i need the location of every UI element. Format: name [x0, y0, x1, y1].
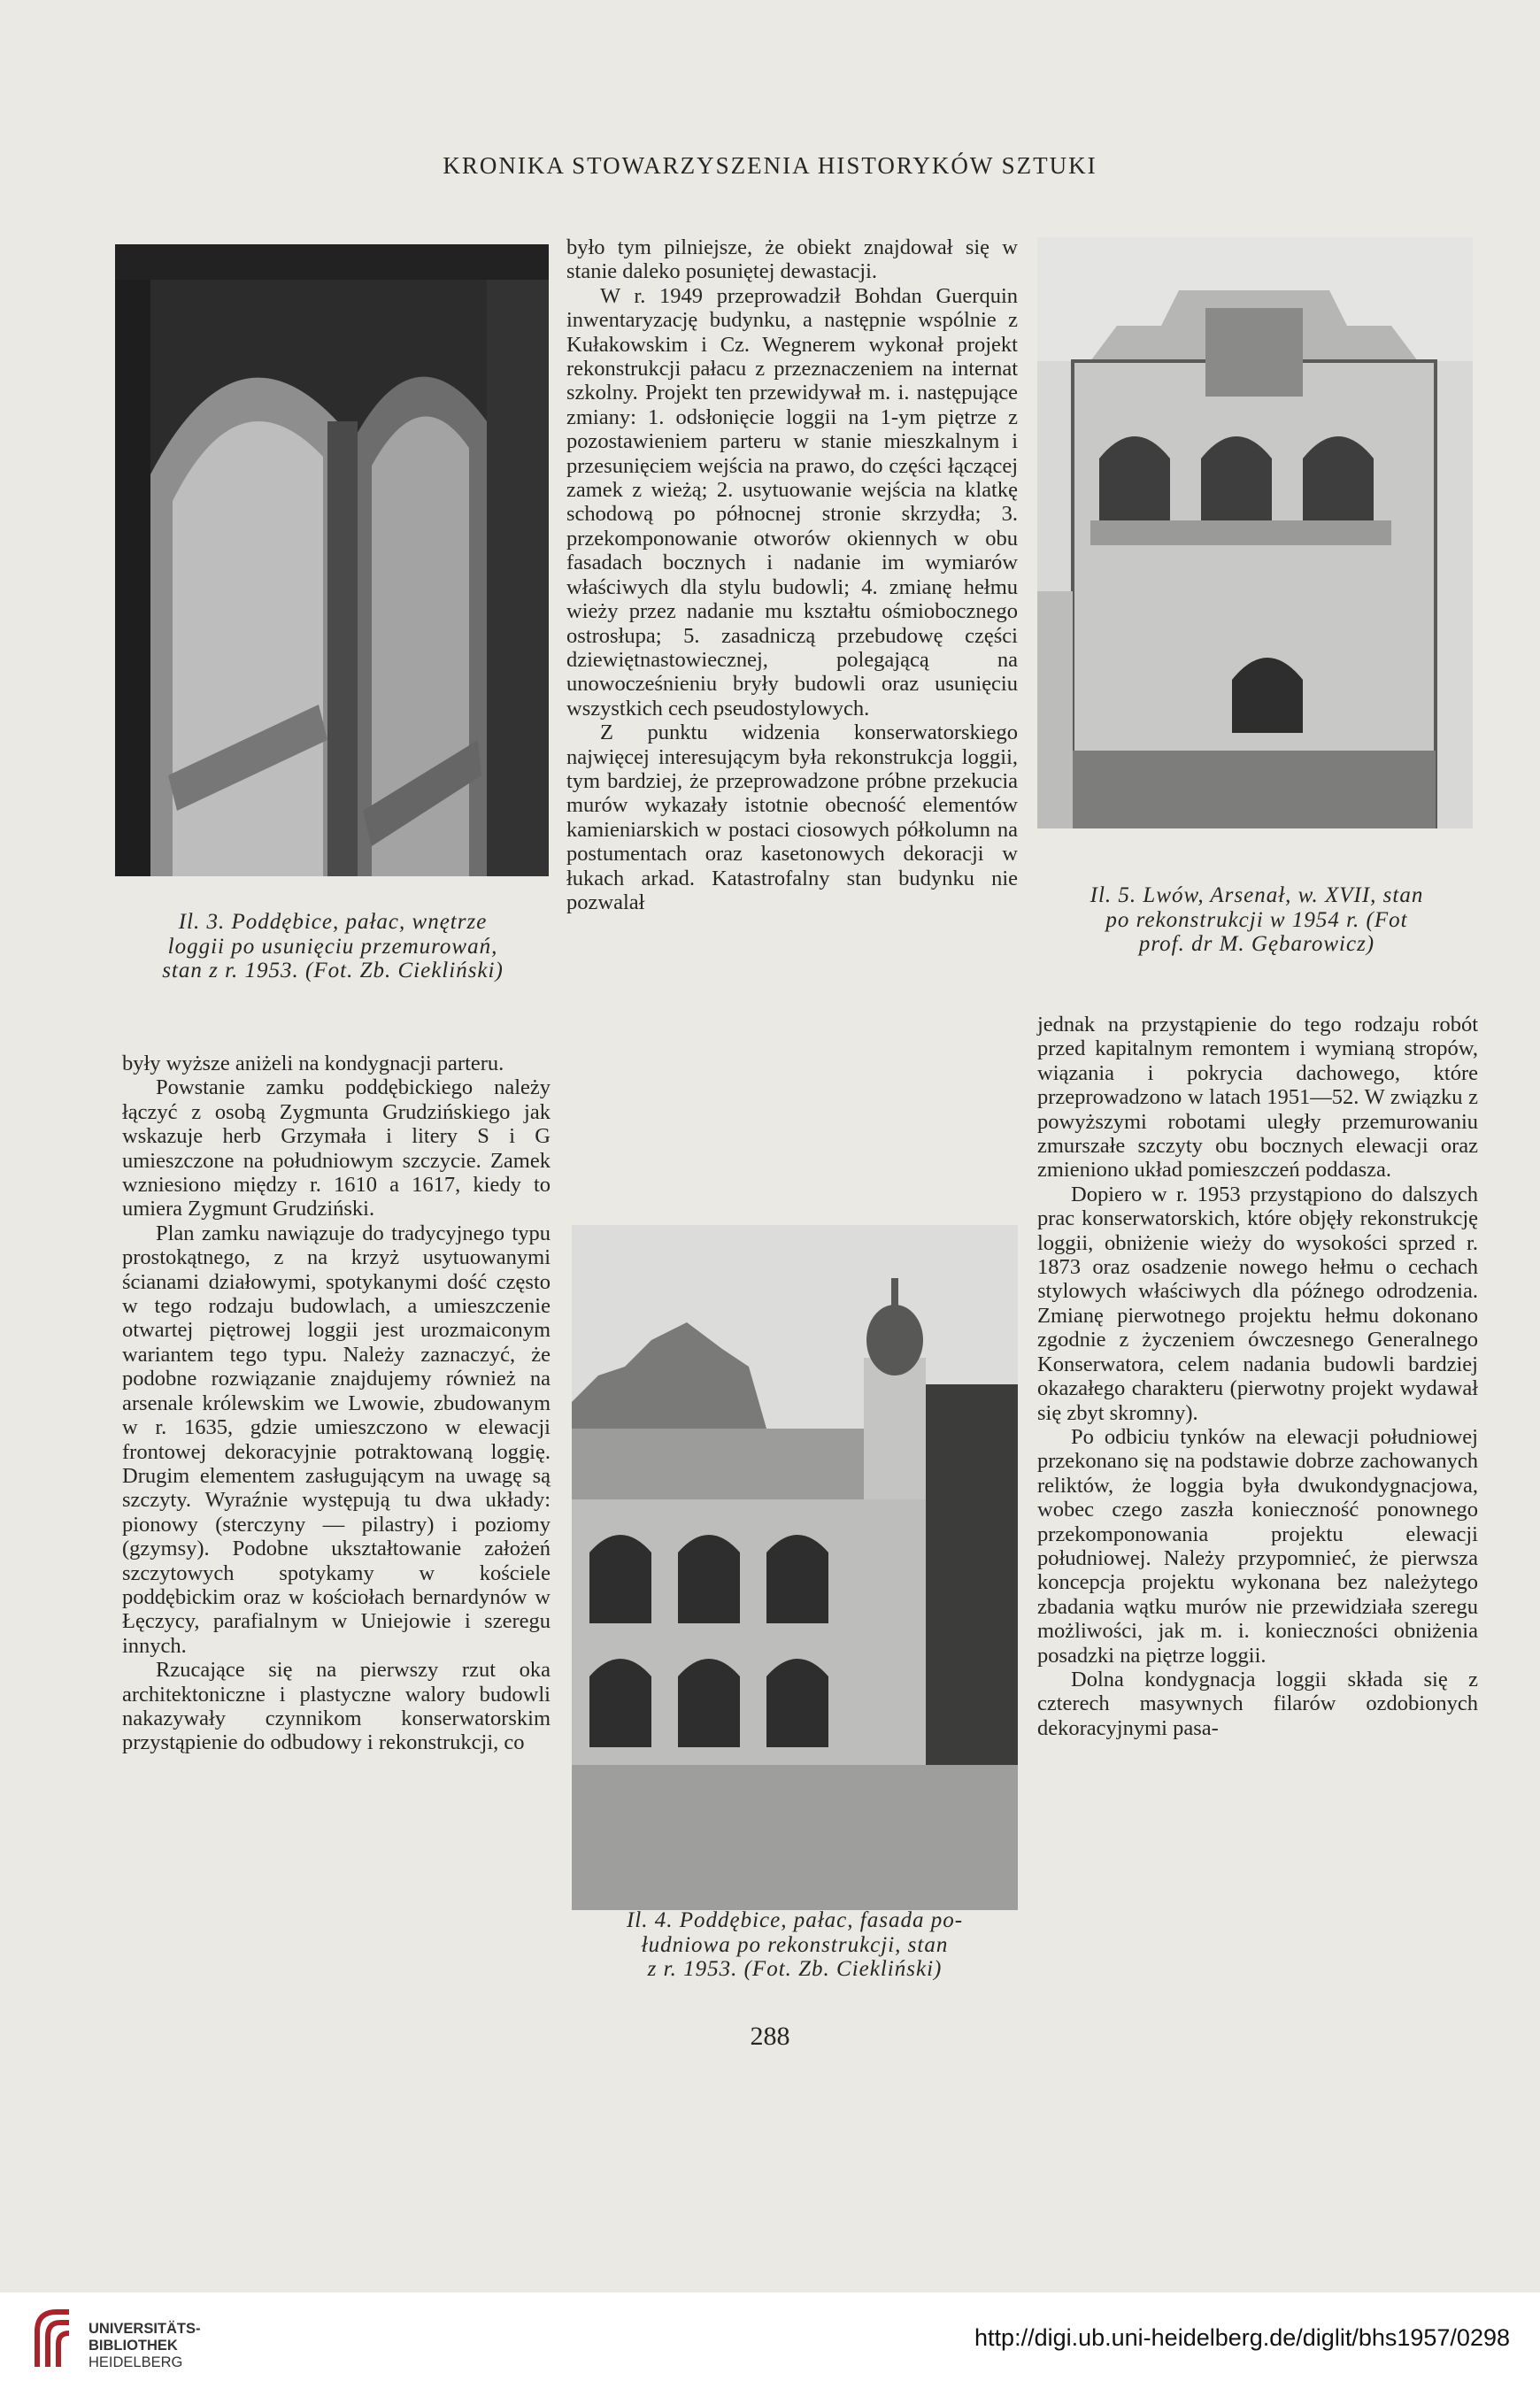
library-name-line: BIBLIOTHEK — [89, 2338, 178, 2354]
paragraph: Plan zamku nawiązuje do tradycyjnego typu prostokątnego, z na krzyż usytuowanymi ścianami działowymi, spotykanymi dość często w tego rodzaju budowlach, a umieszczenie otwartej piętrowej loggii jest urozmaiconym wariantem tego typu. Należy zaznaczyć, że podobne rozwiązanie znajdujemy również na arsenale królewskim we Lwowie, zbudowanym w r. 1635, gdzie umieszczono w elewacji frontowej dekoracyjnie potraktowaną loggię. Drugim elementem zasługującym na uwagę są szczyty. Wyraźnie występują tu dwa układy: pionowy (sterczyny — pilastry) i poziomy (gzymsy). Podobne ukształtowanie założeń szczytowych spotykamy w kościele poddębickim oraz w kościołach bernardynów w Łęczycy, parafialnym w Uniejowie i szeregu innych. — [122, 1221, 551, 1658]
paragraph: Dolna kondygnacja loggii składa się z czterech masywnych filarów ozdobionych dekoracyjnymi pasa- — [1037, 1667, 1478, 1740]
paragraph: Powstanie zamku poddębickiego należy łączyć z osobą Zygmunta Grudzińskiego jak wskazuje herb Grzymała i litery S i G umieszczone na południowym szczycie. Zamek wzniesiono między r. 1610 a 1617, kiedy to umiera Zygmunt Grudziński. — [122, 1075, 551, 1221]
paragraph: Z punktu widzenia konserwatorskiego najwięcej interesującym była rekonstrukcja loggii, tym bardziej, że przeprowadzone próbne przekucia murów wykazały istotnie obecność elementów kamieniarskich w postaci ciosowych półkolumn na postumentach oraz kasetonowych dekoracji w łukach arkad. Katastrofalny stan budynku nie pozwalał — [566, 720, 1018, 914]
library-name-line: UNIVERSITÄTS- — [89, 2321, 201, 2337]
library-footer — [0, 2292, 1540, 2404]
photo-palace-facade — [572, 1225, 1018, 1910]
paragraph: W r. 1949 przeprowadził Bohdan Guerquin inwentaryzację budynku, a następnie wspólnie z Kułakowskim i Cz. Wegnerem wykonał projekt rekonstrukcji pałacu z przeznaczeniem na internat szkolny. Projekt ten przewidywał m. i. następujące zmiany: 1. odsłonięcie loggii na 1-ym piętrze z pozostawieniem parteru w stanie mieszkalnym i przesunięciem wejścia na prawo, do części łączącej zamek z wieżą; 2. usytuowanie wejścia na klatkę schodową po północnej stronie skrzydła; 3. przekomponowanie otworów okiennych w obu fasadach bocznych i nadanie im wymiarów właściwych dla stylu budowli; 4. zmianę hełmu wieży przez nadanie mu kształtu ośmiobocznego ostrosłupa; 5. zasadniczą przebudowę części dziewiętnastowiecznej, polegającą na unowocześnieniu bryły budowli oraz usunięciu wszystkich cech pseudostylowych. — [566, 283, 1018, 720]
caption-line: z r. 1953. (Fot. Zb. Ciekliński) — [647, 1957, 943, 1981]
library-logo-icon — [32, 2305, 74, 2374]
photo-arsenal-facade — [1037, 237, 1473, 828]
paragraph: jednak na przystąpienie do tego rodzaju robót przed kapitalnym remontem i wymianą stropów, wiązania i pokrycia dachowego, które przeprowadzono w latach 1951—52. W związku z powyższymi robotami uległy przemurowaniu zmurszałe szczyty obu bocznych elewacji oraz zmieniono układ pomieszczeń poddasza. — [1037, 1013, 1478, 1183]
permalink-url[interactable]: http://digi.ub.uni-heidelberg.de/diglit/bhs1957/0298 — [974, 2324, 1510, 2351]
caption-fig5 — [1034, 883, 1480, 957]
right-column — [1037, 1013, 1478, 1740]
paragraph: Po odbiciu tynków na elewacji południowej przekonano się na podstawie dobrze zachowanych reliktów, że loggia była dwukondygnacjowa, wobec czego zaszła konieczność ponownego przekomponowania projektu elewacji południowej. Należy przypomnieć, że pierwsza koncepcja projektu wykonana bez należytego zbadania wątku murów nie przewidziała szeregu możliwości, jak m. i. konieczności obniżenia posadzki na piętrze loggii. — [1037, 1424, 1478, 1668]
caption-line: łudniowa po rekonstrukcji, stan — [641, 1932, 949, 1957]
paragraph: Rzucające się na pierwszy rzut oka architektoniczne i plastyczne walory budowli nakazywały czynnikom konserwatorskim przystąpienie do odbudowy i rekonstrukcji, co — [122, 1658, 551, 1755]
page-number: 288 — [750, 2022, 790, 2051]
caption-line: Il. 3. Poddębice, pałac, wnętrze — [178, 910, 488, 934]
running-header: KRONIKA STOWARZYSZENIA HISTORYKÓW SZTUKI — [443, 152, 1097, 179]
library-name-line: HEIDELBERG — [89, 2354, 183, 2370]
caption-line: Il. 4. Poddębice, pałac, fasada po- — [626, 1908, 964, 1932]
left-column — [122, 1052, 551, 1755]
caption-line: po rekonstrukcji w 1954 r. (Fot — [1105, 907, 1408, 932]
library-name — [89, 2321, 201, 2371]
paragraph: Dopiero w r. 1953 przystąpiono do dalszych prac konserwatorskich, które objęły rekonstrukcję loggii, obniżenie wieży do wysokości sprzed r. 1873 oraz osadzenie nowego hełmu o cechach stylowych właściwych dla późnego odrodzenia. Zmianę pierwotnego projektu hełmu dokonano zgodnie z życzeniem ówczesnego Generalnego Konserwatora, celem nadania budowli bardziej okazałego charakteru (pierwotny projekt wydawał się zbyt skromny). — [1037, 1182, 1478, 1425]
photo-loggia-interior — [115, 244, 549, 876]
caption-line: Il. 5. Lwów, Arsenał, w. XVII, stan — [1090, 883, 1424, 907]
caption-line: stan z r. 1953. (Fot. Zb. Ciekliński) — [162, 959, 504, 982]
caption-fig3 — [112, 910, 554, 983]
caption-line: loggii po usunięciu przemurowań, — [167, 934, 498, 959]
paragraph: były wyższe aniżeli na kondygnacji parteru. — [122, 1052, 504, 1075]
paragraph: było tym pilniejsze, że obiekt znajdował się w stanie daleko posuniętej dewastacji. — [566, 235, 1018, 284]
caption-fig4 — [566, 1908, 1023, 1982]
caption-line: prof. dr M. Gębarowicz) — [1138, 932, 1375, 956]
middle-column — [566, 235, 1018, 914]
